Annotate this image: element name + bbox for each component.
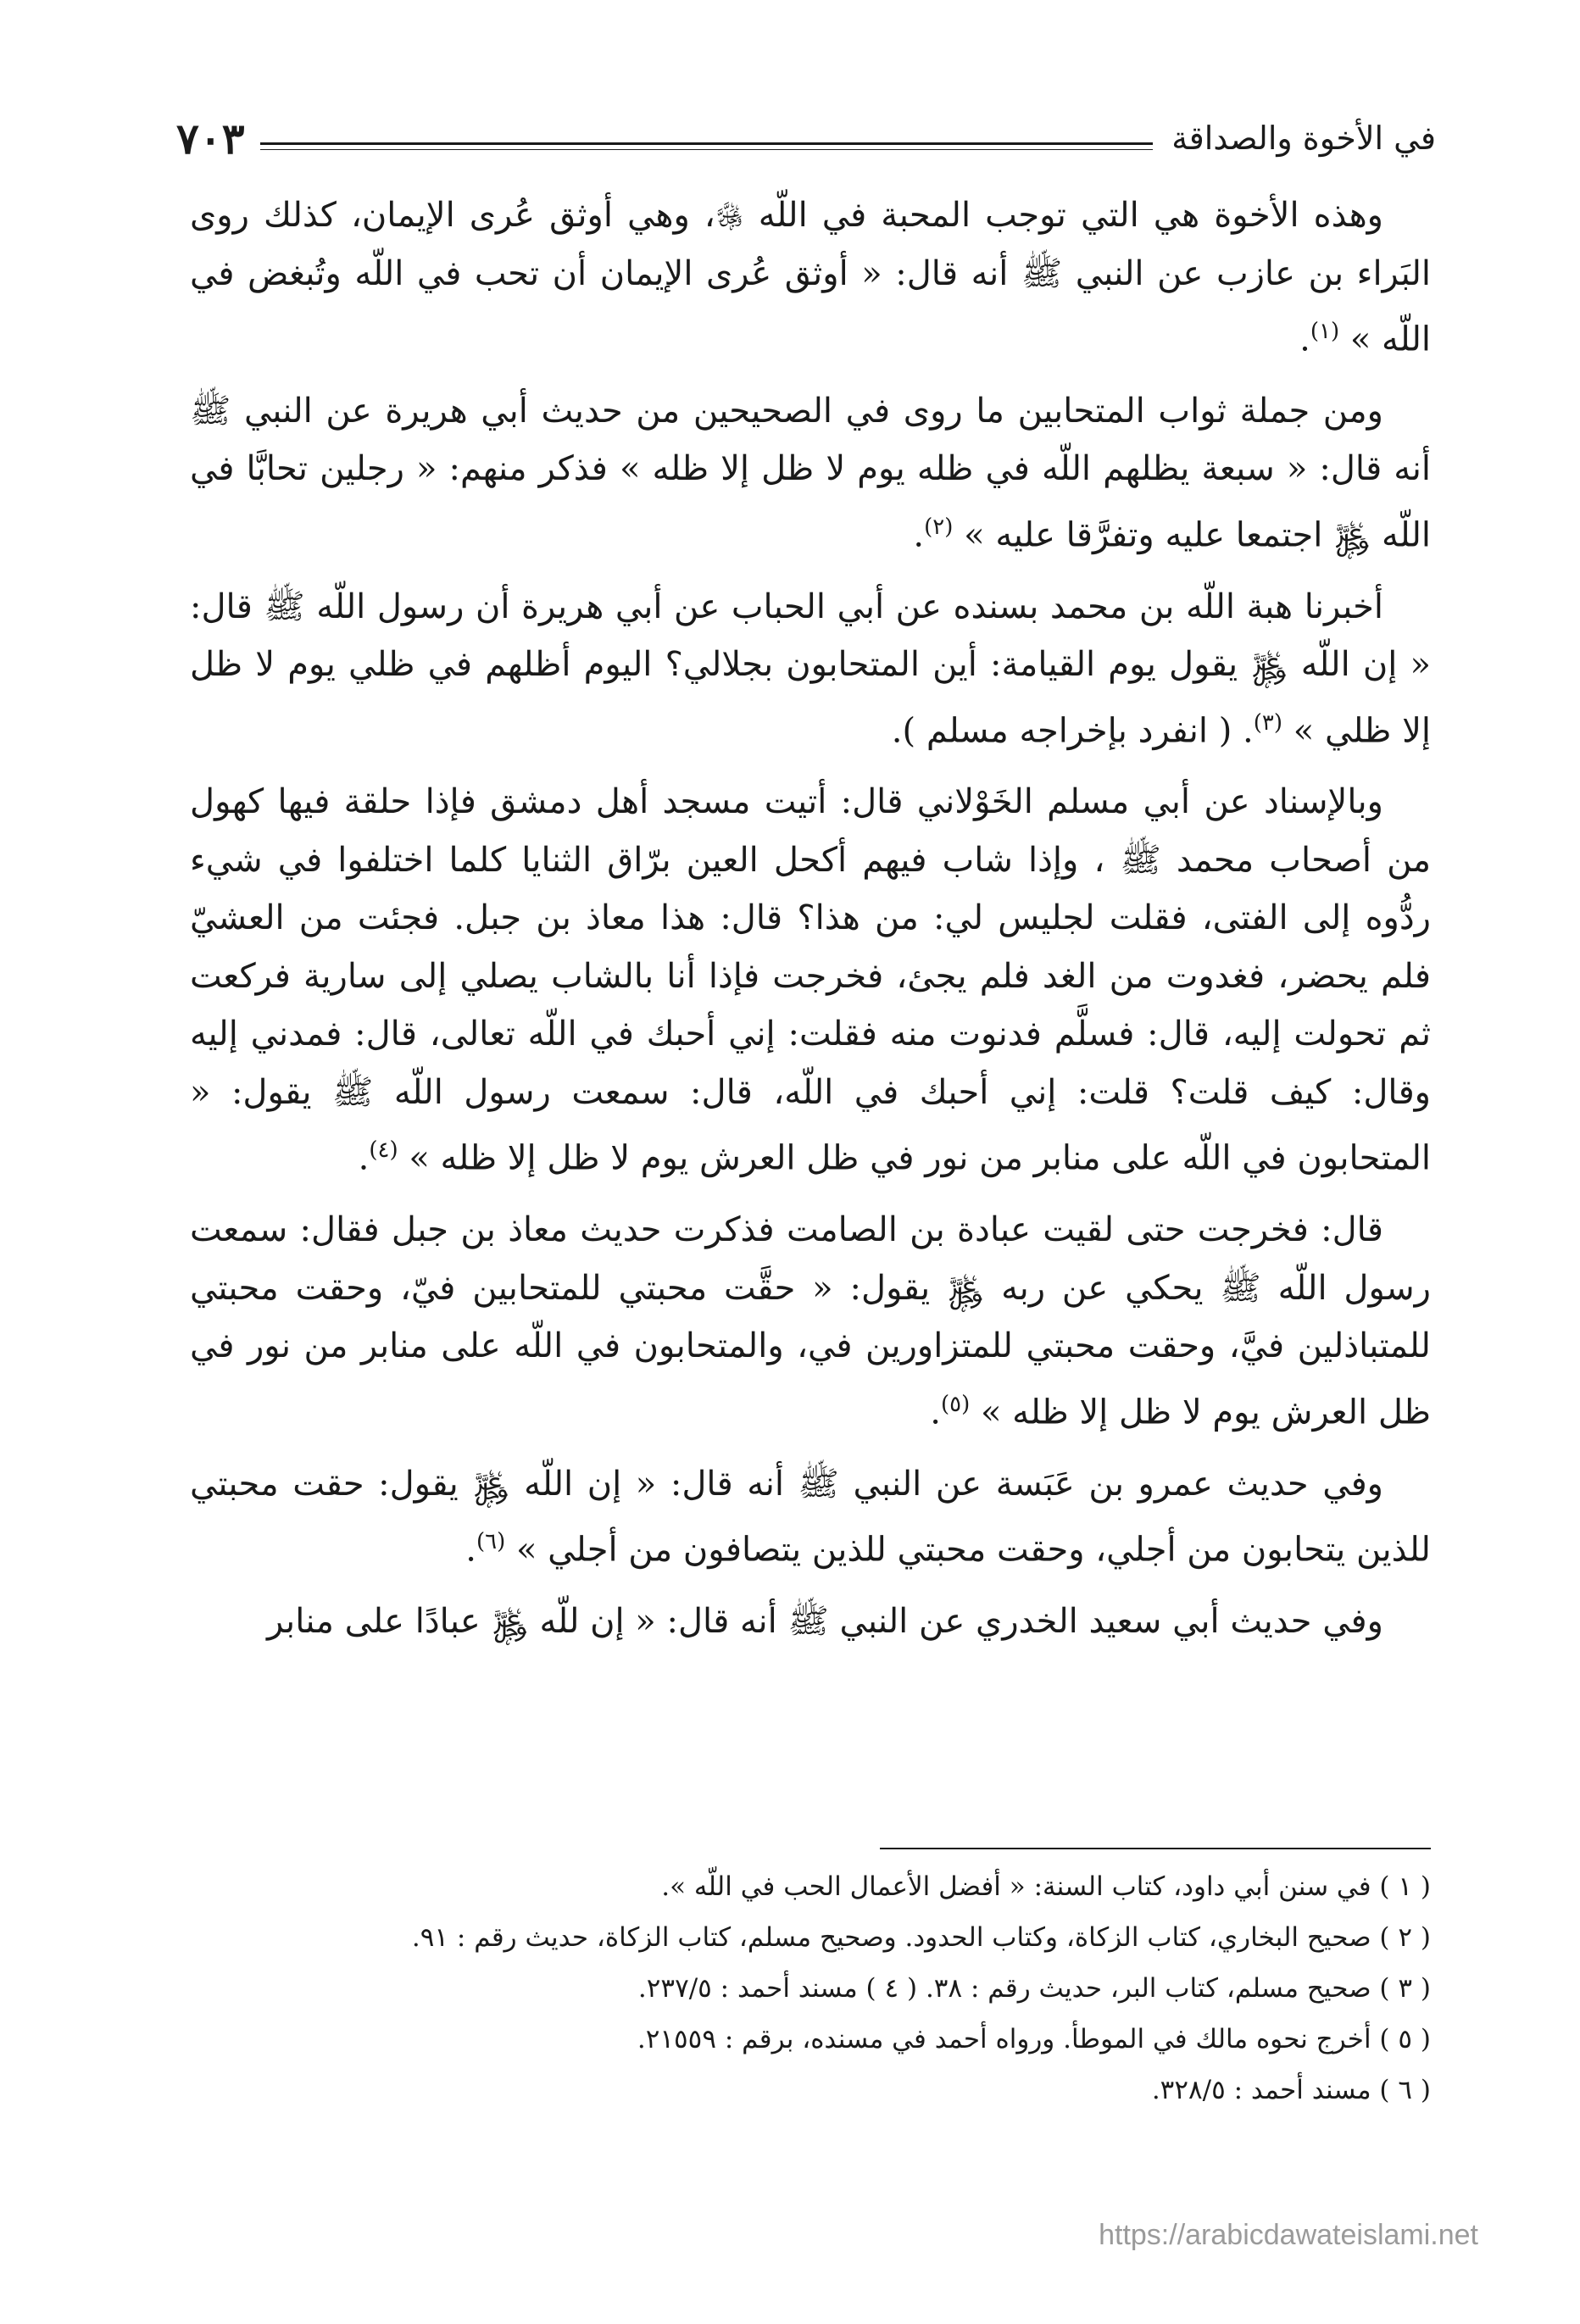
running-header	[176, 100, 1436, 176]
footnote: ( ٣ ) صحيح مسلم، كتاب البر، حديث رقم : ٣٨. ( ٤ ) مسند أحمد : ٢٣٧/٥.	[637, 1973, 1431, 2004]
footnote: ( ٥ ) أخرج نحوه مالك في الموطأ. ورواه أحمد في مسنده، برقم : ٢١٥٥٩.	[637, 2024, 1431, 2054]
paragraph: وفي حديث أبي سعيد الخدري عن النبي ﷺ أنه قال: « إن للّه ﷿ عبادًا على منابر	[266, 1601, 1383, 1641]
paragraph: قال: فخرجت حتى لقيت عبادة بن الصامت فذكرت حديث معاذ بن جبل فقال: سمعت رسول اللّه ﷺ يحكي عن ربه ﷿ يقول: « حقَّت محبتي للمتحابين فيّ، وحقت محبتي للمتباذلين فيَّ، وحقت محبتي للمتزاورين في، والمتحابون في اللّه على منابر من نور في ظل العرش يوم لا ظل إلا ظله » $^{(٥)}$.	[190, 1210, 1431, 1432]
paragraph: وهذه الأخوة هي التي توجب المحبة في اللّه ﷿، وهي أوثق عُرى الإيمان، كذلك روى البَراء بن عازب عن النبي ﷺ أنه قال: « أوثق عُرى الإيمان أن تحب في اللّه وتُبغض في اللّه » $^{(١)}$.	[190, 196, 1431, 359]
paragraph: وبالإسناد عن أبي مسلم الخَوْلاني قال: أتيت مسجد أهل دمشق فإذا حلقة فيها كهول من أصحاب محمد ﷺ ، وإذا شاب فيهم أكحل العين برّاق الثنايا كلما اختلفوا في شيء ردُّوه إلى الفتى، فقلت لجليس لي: من هذا؟ قال: هذا معاذ بن جبل. فجئت من العشيّ فلم يحضر، فغدوت من الغد فلم يجئ، فخرجت فإذا أنا بالشاب يصلي إلى سارية فركعت ثم تحولت إليه، قال: فسلَّم فدنوت منه فقلت: إني أحبك في اللّه تعالى، قال: فمدني إليه وقال: كيف قلت؟ قلت: إني أحبك في اللّه، قال: سمعت رسول اللّه ﷺ يقول: « المتحابون في اللّه على منابر من نور في ظل العرش يوم لا ظل إلا ظله » $^{(٤)}$.	[190, 782, 1431, 1178]
footnote: ( ١ ) في سنن أبي داود، كتاب السنة: « أفضل الأعمال الحب في اللّه ».	[661, 1871, 1431, 1902]
footnote-separator	[880, 1848, 1431, 1849]
footnote-ref: (٣)	[1253, 709, 1283, 736]
main-text	[190, 186, 1431, 1664]
page-number: ٧٠٣	[176, 113, 245, 164]
paragraph: وفي حديث عمرو بن عَبَسة عن النبي ﷺ أنه قال: « إن اللّه ﷿ يقول: حقت محبتي للذين يتحابون من أجلي، وحقت محبتي للذين يتصافون من أجلي » $^{(٦)}$.	[190, 1464, 1431, 1570]
footnote: ( ٦ ) مسند أحمد : ٣٢٨/٥.	[1151, 2075, 1431, 2105]
header-rule	[260, 142, 1154, 145]
paragraph: ومن جملة ثواب المتحابين ما روى في الصحيحين من حديث أبي هريرة عن النبي ﷺ أنه قال: « سبعة يظلهم اللّه في ظله يوم لا ظل إلا ظله » فذكر منهم: « رجلين تحابَّا في اللّه ﷿ اجتمعا عليه وتفرَّقا عليه » $^{(٢)}$.	[190, 391, 1431, 555]
footnote-ref: (٤)	[369, 1137, 398, 1164]
footnote-ref: (٦)	[476, 1529, 506, 1555]
chapter-title: في الأخوة والصداقة	[1171, 120, 1436, 157]
footnote: ( ٢ ) صحيح البخاري، كتاب الزكاة، وكتاب الحدود. وصحيح مسلم، كتاب الزكاة، حديث رقم : ٩١.	[411, 1922, 1431, 1953]
watermark-url: https://arabicdawateislami.net	[1099, 2219, 1478, 2251]
footnote-ref: (١)	[1310, 319, 1340, 344]
footnote-ref: (٢)	[924, 514, 954, 540]
paragraph: أخبرنا هبة اللّه بن محمد بسنده عن أبي الحباب عن أبي هريرة أن رسول اللّه ﷺ قال: « إن اللّه ﷿ يقول يوم القيامة: أين المتحابون بجلالي؟ اليوم أظلهم في ظلي يوم لا ظل إلا ظلي » $^{(٣)}$. ( انفرد بإخراجه مسلم ).	[190, 587, 1431, 750]
footnotes	[190, 1861, 1431, 2116]
footnote-ref: (٥)	[940, 1391, 971, 1417]
